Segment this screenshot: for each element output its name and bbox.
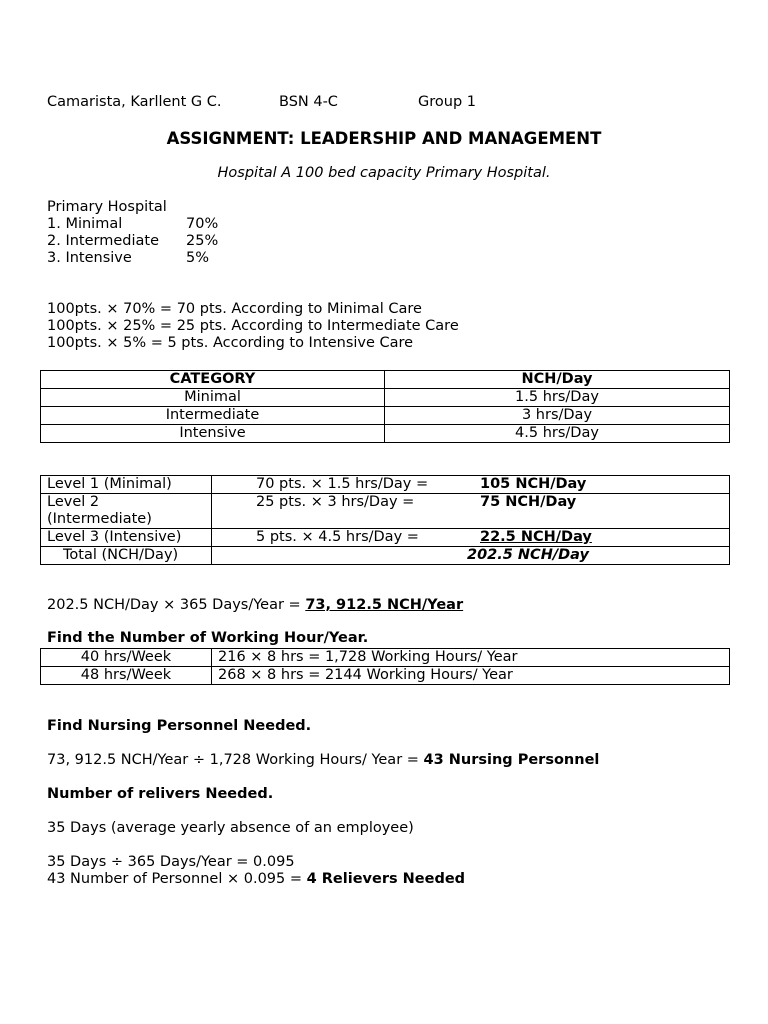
class-label-intermediate: 2. Intermediate bbox=[47, 233, 159, 249]
table-cell: 268 × 8 hrs = 2144 Working Hours/ Year bbox=[212, 667, 730, 685]
computation-intermediate: 100pts. × 25% = 25 pts. According to Intermediate Care bbox=[47, 318, 459, 334]
table-row bbox=[41, 667, 730, 685]
subtitle: Hospital A 100 bed capacity Primary Hospital. bbox=[217, 165, 551, 181]
table-row bbox=[41, 494, 730, 529]
total-cell bbox=[212, 547, 730, 565]
annual-line bbox=[47, 597, 463, 614]
table-cell: 3 hrs/Day bbox=[385, 407, 730, 425]
level-result: 105 NCH/Day bbox=[480, 476, 587, 492]
table-cell: 216 × 8 hrs = 1,728 Working Hours/ Year bbox=[212, 649, 730, 667]
working-hours-table bbox=[40, 648, 730, 685]
class-value-intermediate: 25% bbox=[186, 233, 219, 249]
level-label: Level 2 (Intermediate) bbox=[41, 494, 212, 529]
level-label: Level 3 (Intensive) bbox=[41, 529, 212, 547]
classification-heading: Primary Hospital bbox=[47, 199, 167, 215]
relievers-prefix: 43 Number of Personnel × 0.095 = bbox=[47, 871, 307, 887]
table-row bbox=[41, 547, 730, 565]
table-row bbox=[41, 529, 730, 547]
level-calc-cell bbox=[212, 529, 730, 547]
class-value-minimal: 70% bbox=[186, 216, 219, 232]
level-formula: 5 pts. × 4.5 hrs/Day = bbox=[256, 529, 419, 545]
working-hours-heading: Find the Number of Working Hour/Year. bbox=[47, 630, 369, 646]
table-row bbox=[41, 407, 730, 425]
ratio-line: 35 Days ÷ 365 Days/Year = 0.095 bbox=[47, 854, 295, 870]
table-cell: 48 hrs/Week bbox=[41, 667, 212, 685]
personnel-line bbox=[47, 752, 599, 769]
table-row bbox=[41, 476, 730, 494]
level-calc-cell bbox=[212, 494, 730, 529]
table-row bbox=[41, 389, 730, 407]
level-formula: 25 pts. × 3 hrs/Day = bbox=[256, 494, 415, 510]
relievers-line bbox=[47, 871, 465, 888]
level-label: Level 1 (Minimal) bbox=[41, 476, 212, 494]
absence-line: 35 Days (average yearly absence of an employee) bbox=[47, 820, 414, 836]
personnel-heading: Find Nursing Personnel Needed. bbox=[47, 718, 312, 734]
table-row bbox=[41, 649, 730, 667]
personnel-result: 43 Nursing Personnel bbox=[423, 752, 600, 768]
category-table bbox=[40, 370, 730, 443]
computation-minimal: 100pts. × 70% = 70 pts. According to Minimal Care bbox=[47, 301, 422, 317]
table-cell: Minimal bbox=[41, 389, 385, 407]
group: Group 1 bbox=[418, 94, 476, 110]
section: BSN 4-C bbox=[279, 94, 338, 110]
level-result: 75 NCH/Day bbox=[480, 494, 577, 510]
class-value-intensive: 5% bbox=[186, 250, 210, 266]
table-cell: 4.5 hrs/Day bbox=[385, 425, 730, 443]
table-header: CATEGORY bbox=[41, 371, 385, 389]
table-row bbox=[41, 425, 730, 443]
table-header: NCH/Day bbox=[385, 371, 730, 389]
level-calc-cell bbox=[212, 476, 730, 494]
annual-result: 73, 912.5 NCH/Year bbox=[305, 597, 464, 613]
relievers-result: 4 Relievers Needed bbox=[306, 871, 466, 887]
level-formula: 70 pts. × 1.5 hrs/Day = bbox=[256, 476, 429, 492]
student-name: Camarista, Karllent G C. bbox=[47, 94, 222, 110]
annual-prefix: 202.5 NCH/Day × 365 Days/Year = bbox=[47, 597, 306, 613]
table-cell: Intermediate bbox=[41, 407, 385, 425]
total-value: 202.5 NCH/Day bbox=[467, 547, 589, 563]
computation-intensive: 100pts. × 5% = 5 pts. According to Intensive Care bbox=[47, 335, 414, 351]
level-table bbox=[40, 475, 730, 565]
table-cell: 1.5 hrs/Day bbox=[385, 389, 730, 407]
class-label-minimal: 1. Minimal bbox=[47, 216, 123, 232]
level-result: 22.5 NCH/Day bbox=[480, 529, 592, 545]
table-header-row bbox=[41, 371, 730, 389]
table-cell: Intensive bbox=[41, 425, 385, 443]
relievers-heading: Number of relivers Needed. bbox=[47, 786, 274, 802]
page-title: ASSIGNMENT: LEADERSHIP AND MANAGEMENT bbox=[166, 129, 602, 148]
total-label: Total (NCH/Day) bbox=[41, 547, 212, 565]
personnel-prefix: 73, 912.5 NCH/Year ÷ 1,728 Working Hours/ Year = bbox=[47, 752, 424, 768]
class-label-intensive: 3. Intensive bbox=[47, 250, 132, 266]
table-cell: 40 hrs/Week bbox=[41, 649, 212, 667]
